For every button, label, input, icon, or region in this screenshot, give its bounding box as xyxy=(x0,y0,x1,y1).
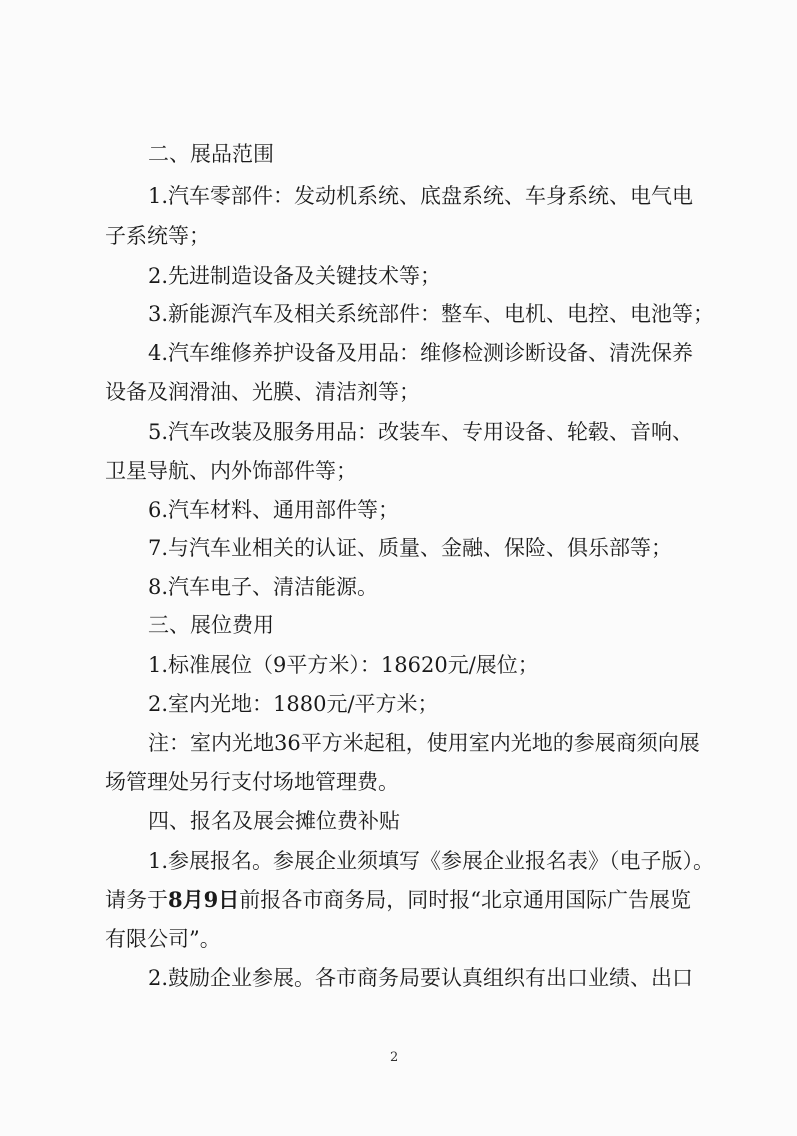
registration-deadline-date: 8月9日 xyxy=(168,887,240,912)
exhibit-item-8: 8.汽车电子、清洁能源。 xyxy=(148,575,379,599)
registration-deadline-prefix: 请务于 xyxy=(105,888,168,912)
heading-registration-subsidy: 四、报名及展会摊位费补贴 xyxy=(148,809,400,833)
exhibit-item-1-line-2: 子系统等； xyxy=(105,224,210,248)
exhibit-item-1-line-1: 1.汽车零部件：发动机系统、底盘系统、车身系统、电气电 xyxy=(148,184,694,208)
registration-deadline-suffix: 前报各市商务局，同时报“北京通用国际广告展览 xyxy=(239,888,691,912)
exhibit-item-4-line-1: 4.汽车维修养护设备及用品：维修检测诊断设备、清洗保养 xyxy=(148,341,694,365)
exhibit-item-5-line-2: 卫星导航、内外饰部件等； xyxy=(105,459,357,483)
registration-item-1-line-2 xyxy=(105,885,691,915)
fee-note-line-2: 场管理处另行支付场地管理费。 xyxy=(105,770,399,794)
heading-booth-fees: 三、展位费用 xyxy=(148,613,274,637)
exhibit-item-7: 7.与汽车业相关的认证、质量、金融、保险、俱乐部等； xyxy=(148,536,673,560)
fee-note-line-1: 注：室内光地36平方米起租，使用室内光地的参展商须向展 xyxy=(148,731,700,755)
registration-item-1-line-3: 有限公司”。 xyxy=(105,927,221,951)
exhibit-item-2: 2.先进制造设备及关键技术等； xyxy=(148,264,442,288)
fee-item-2: 2.室内光地：1880元/平方米； xyxy=(148,692,439,716)
exhibit-item-5-line-1: 5.汽车改装及服务用品：改装车、专用设备、轮毂、音响、 xyxy=(148,420,694,444)
registration-item-2-line-1: 2.鼓励企业参展。各市商务局要认真组织有出口业绩、出口 xyxy=(148,966,694,990)
exhibit-item-4-line-2: 设备及润滑油、光膜、清洁剂等； xyxy=(105,380,420,404)
registration-item-1-line-1: 1.参展报名。参展企业须填写《参展企业报名表》（电子版）。 xyxy=(148,849,715,873)
exhibit-item-6: 6.汽车材料、通用部件等； xyxy=(148,498,400,522)
heading-exhibit-scope: 二、展品范围 xyxy=(148,142,274,166)
page-number: 2 xyxy=(390,1050,399,1065)
fee-item-1: 1.标准展位（9平方米）：18620元/展位； xyxy=(148,653,539,677)
exhibit-item-3: 3.新能源汽车及相关系统部件：整车、电机、电控、电池等； xyxy=(148,302,715,326)
